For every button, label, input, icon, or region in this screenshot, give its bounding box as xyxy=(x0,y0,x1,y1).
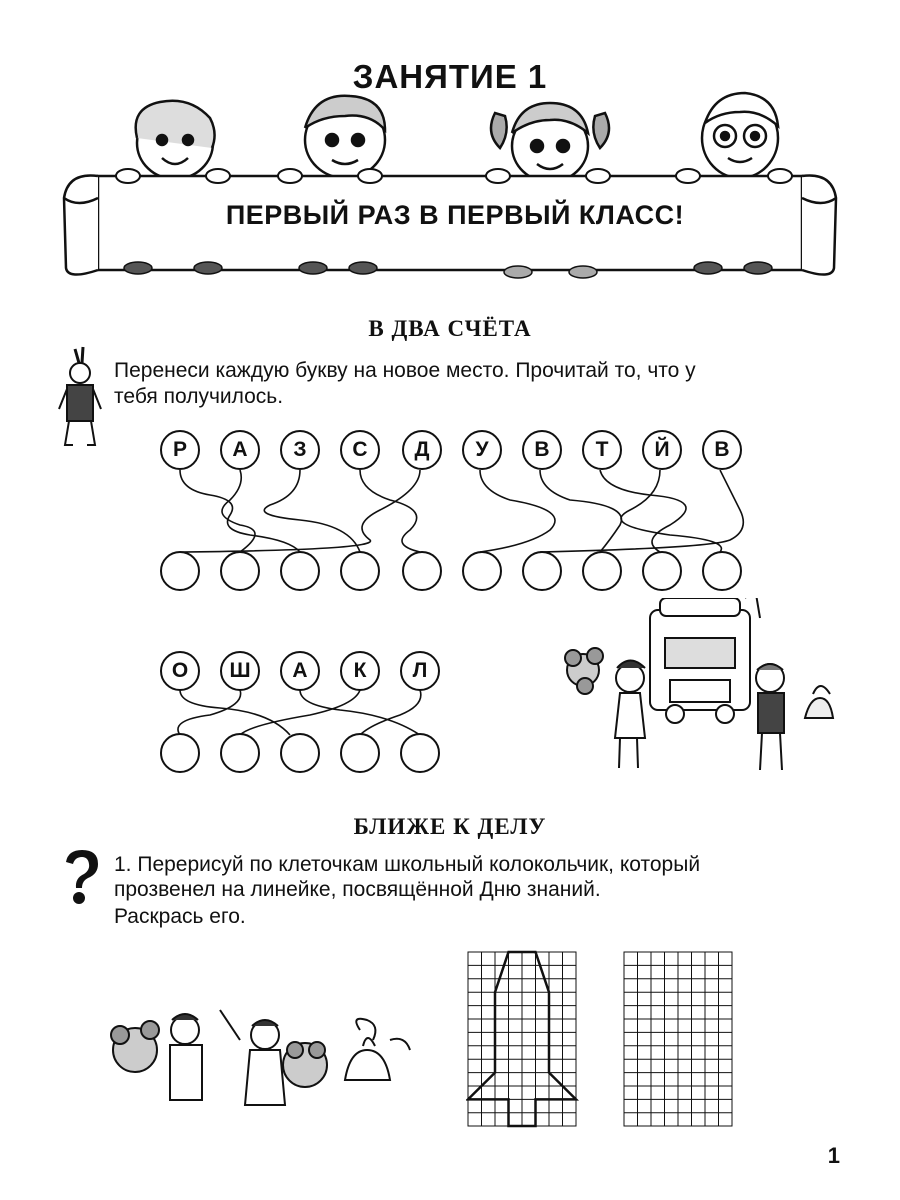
banner-title: ПЕРВЫЙ РАЗ В ПЕРВЫЙ КЛАСС! xyxy=(225,200,685,230)
letter-circle: О xyxy=(160,651,200,691)
answer-circle[interactable] xyxy=(220,733,260,773)
answer-circle[interactable] xyxy=(642,551,682,591)
letter-circle: Й xyxy=(642,430,682,470)
answer-circle[interactable] xyxy=(340,733,380,773)
answer-circle[interactable] xyxy=(160,733,200,773)
children-with-backpack-illustration xyxy=(555,598,845,778)
letter-circle: Д xyxy=(402,430,442,470)
letter-circle: В xyxy=(702,430,742,470)
page-number: 1 xyxy=(827,1143,840,1168)
task-line-3: Раскрась его. xyxy=(114,905,246,928)
answer-circle[interactable] xyxy=(582,551,622,591)
children-with-flowers-and-bell-illustration xyxy=(105,1000,425,1120)
puzzle-1-maze-lines xyxy=(150,470,770,560)
section-heading-blizhe-k-delu: БЛИЖЕ К ДЕЛУ xyxy=(353,814,547,839)
letter-circle: Ш xyxy=(220,651,260,691)
answer-circle[interactable] xyxy=(402,551,442,591)
answer-circle[interactable] xyxy=(340,551,380,591)
answer-circle[interactable] xyxy=(220,551,260,591)
answer-circle[interactable] xyxy=(702,551,742,591)
instruction-line-1: Перенеси каждую букву на новое место. Прочитай то, что у xyxy=(114,359,696,382)
answer-circle[interactable] xyxy=(280,733,320,773)
letter-circle: К xyxy=(340,651,380,691)
letter-circle: Т xyxy=(582,430,622,470)
letter-circle: З xyxy=(280,430,320,470)
section-heading-v-dva-scheta: В ДВА СЧЁТА xyxy=(368,316,532,341)
letter-circle: В xyxy=(522,430,562,470)
bell-reference-grid xyxy=(466,950,580,1130)
task-line-1: 1. Перерисуй по клеточкам школьный колокольчик, который xyxy=(114,853,701,876)
instruction-line-2: тебя получилось. xyxy=(114,385,284,408)
answer-circle[interactable] xyxy=(522,551,562,591)
drawing-grid[interactable] xyxy=(622,950,736,1130)
lesson-title: ЗАНЯТИЕ 1 xyxy=(352,58,548,95)
letter-circle: У xyxy=(462,430,502,470)
answer-circle[interactable] xyxy=(160,551,200,591)
letter-circle: Л xyxy=(400,651,440,691)
indian-boy-icon xyxy=(55,345,105,455)
answer-circle[interactable] xyxy=(400,733,440,773)
letter-circle: А xyxy=(280,651,320,691)
answer-circle[interactable] xyxy=(280,551,320,591)
task-line-2: прозвенел на линейке, посвящённой Дню знаний. xyxy=(114,878,601,901)
question-mark-icon xyxy=(58,848,104,908)
letter-circle: А xyxy=(220,430,260,470)
letter-circle: С xyxy=(340,430,380,470)
letter-circle: Р xyxy=(160,430,200,470)
answer-circle[interactable] xyxy=(462,551,502,591)
